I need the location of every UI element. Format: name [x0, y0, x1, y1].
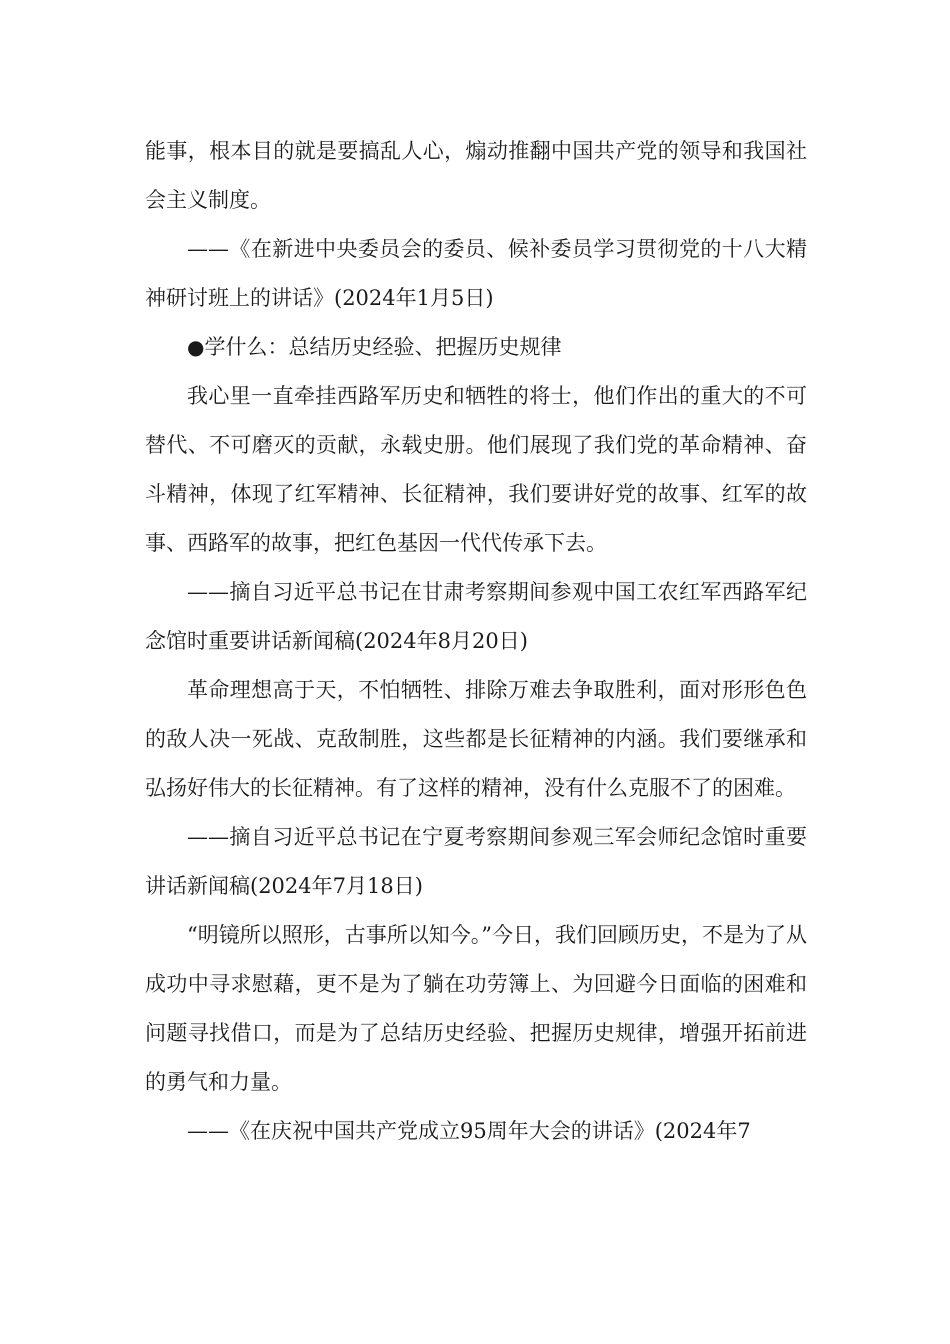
document-page	[145, 127, 807, 1156]
quote-paragraph: 革命理想高于天，不怕牺牲、排除万难去争取胜利，面对形形色色的敌人决一死战、克敌制胜，这些都是长征精神的内涵。我们要继承和弘扬好伟大的长征精神。有了这样的精神，没有什么克服不了的困难。	[145, 678, 807, 800]
quote-paragraph: 我心里一直牵挂西路军历史和牺牲的将士，他们作出的重大的不可替代、不可磨灭的贡献，永载史册。他们展现了我们党的革命精神、奋斗精神，体现了红军精神、长征精神，我们要讲好党的故事、红军的故事、西路军的故事，把红色基因一代代传承下去。	[145, 384, 807, 555]
source-citation: ——《在新进中央委员会的委员、候补委员学习贯彻党的十八大精神研讨班上的讲话》(2024年1月5日)	[145, 237, 807, 310]
section-heading	[145, 323, 807, 372]
paragraph-continuation: 能事，根本目的就是要搞乱人心，煽动推翻中国共产党的领导和我国社会主义制度。	[145, 139, 807, 212]
section-heading-text: 学什么：总结历史经验、把握历史规律	[204, 335, 562, 359]
quote-paragraph: “明镜所以照形，古事所以知今。”今日，我们回顾历史，不是为了从成功中寻求慰藉，更不是为了躺在功劳簿上、为回避今日面临的困难和问题寻找借口，而是为了总结历史经验、把握历史规律，增强开拓前进的勇气和力量。	[145, 923, 807, 1094]
source-citation: ——《在庆祝中国共产党成立95周年大会的讲话》(2024年7	[187, 1119, 751, 1143]
source-citation: ——摘自习近平总书记在宁夏考察期间参观三军会师纪念馆时重要讲话新闻稿(2024年7月18日)	[145, 825, 807, 898]
source-citation: ——摘自习近平总书记在甘肃考察期间参观中国工农红军西路军纪念馆时重要讲话新闻稿(2024年8月20日)	[145, 580, 807, 653]
bullet-icon: ●	[187, 335, 205, 359]
